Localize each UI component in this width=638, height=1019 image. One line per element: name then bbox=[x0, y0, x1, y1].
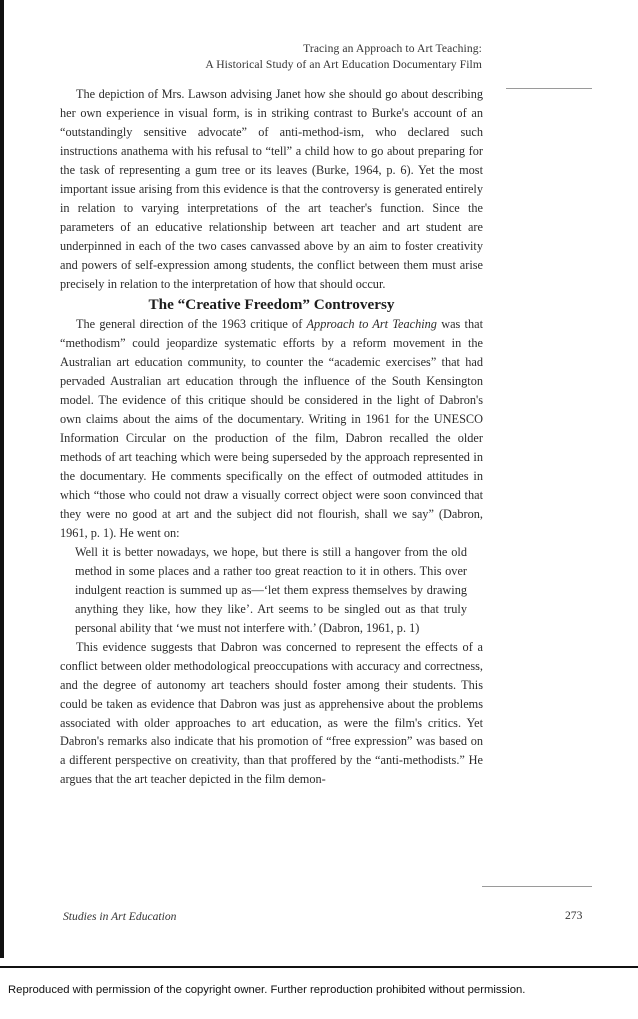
article-body bbox=[60, 85, 483, 789]
film-title: Approach to Art Teaching bbox=[306, 317, 437, 332]
permission-notice: Reproduced with permission of the copyright owner. Further reproduction prohibited without permission. bbox=[8, 984, 526, 996]
page-number: 273 bbox=[565, 909, 583, 922]
paragraph-2-start: The general direction of the 1963 critique of bbox=[76, 317, 307, 332]
running-head-line-2: A Historical Study of an Art Education Documentary Film bbox=[205, 58, 482, 71]
block-quote bbox=[75, 543, 467, 638]
paragraph-2 bbox=[60, 315, 483, 542]
paragraph-1: The depiction of Mrs. Lawson advising Janet how she should go about describing her own experience in visual form, is in striking contrast to Burke's account of an “outstandingly sensitive advocate” of anti-method-ism, who declared such instructions anathema with his refusal to “tell” a child how to go about preparing for the task of representing a gum tree or its leaves (Burke, 1964, p. 6). Yet the most important issue arising from this evidence is that the controversy is generated entirely in relation to varying interpretations of the art teacher's function. Since the parameters of an educative relationship between art teacher and art student are underpinned in each of the two cases canvassed above by an aim to foster creativity and powers of self-expression among students, the conflict between them must arise precisely in relation to the interpretation of how that should occur. bbox=[60, 87, 483, 291]
block-quote-text: Well it is better nowadays, we hope, but there is still a hangover from the old method in some places and a rather too great reaction to it in others. This over indulgent reaction is summed up as—‘let them express themselves by drawing anything they like, how they like’. Art seems to be singled out as that truly personal ability that ‘we must not interfere with.’ (Dabron, 1961, p. 1) bbox=[75, 544, 467, 635]
journal-name: Studies in Art Education bbox=[63, 910, 177, 923]
running-head bbox=[100, 41, 482, 73]
header-rule bbox=[506, 88, 592, 89]
scan-edge-bar bbox=[0, 0, 4, 958]
running-head-line-1: Tracing an Approach to Art Teaching: bbox=[303, 42, 482, 55]
footer-rule bbox=[482, 886, 592, 887]
paragraph-3: This evidence suggests that Dabron was concerned to represent the effects of a conflict between older methodological preoccupations with accuracy and correctness, and the degree of autonomy art teachers should foster among their students. This could be taken as evidence that Dabron was just as apprehensive about the problems associated with older approaches to art education, as were the film's critics. Yet Dabron's remarks also indicate that his promotion of “free expression” was based on a different perspective on creativity, than that proffered by the “anti-methodists.” He argues that the art teacher depicted in the film demon- bbox=[60, 639, 483, 787]
section-heading: The “Creative Freedom” Controversy bbox=[148, 296, 395, 314]
paragraph-2-rest: was that “methodism” could jeopardize systematic efforts by a reform movement in the Australian art education community, to counter the “academic exercises” that had pervaded Australian art education through the influence of the South Kensington model. The evidence of this critique should be considered in the light of Dabron's own claims about the aims of the documentary. Writing in 1961 for the UNESCO Information Circular on the production of the film, Dabron recalled the older methods of art teaching which were being superseded by the approach represented in the documentary. He comments specifically on the effect of outmoded attitudes in which “those who could not draw a visually correct object were soon convinced that they were no good at art and the subject did not flourish, shall we say” (Dabron, 1961, p. 1). He went on: bbox=[60, 317, 483, 540]
